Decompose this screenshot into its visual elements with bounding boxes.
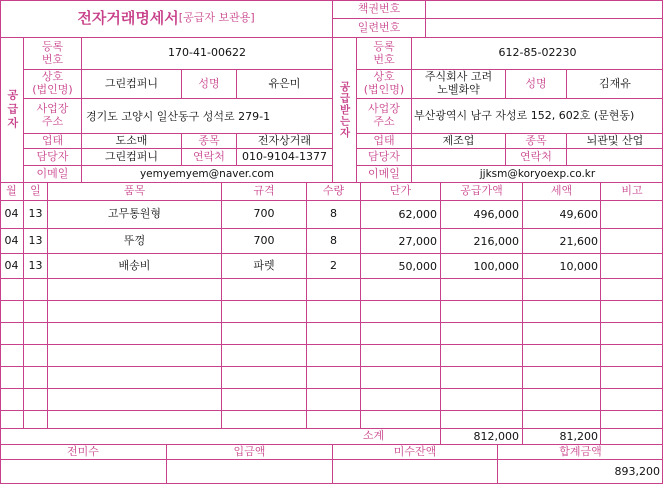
table-cell: 216,000 <box>473 234 519 248</box>
supplier-reg-label: 등록 번호 <box>41 39 64 66</box>
supplier-side-label: 공급자 <box>5 88 19 131</box>
table-cell: 10,000 <box>559 259 598 273</box>
title-sub: [공급자 보관용] <box>178 11 255 25</box>
table-rule <box>0 300 663 301</box>
table-cell: 49,600 <box>559 208 598 221</box>
table-rule <box>0 322 663 323</box>
serial-no-label: 일련번호 <box>357 20 401 34</box>
supplier-name-label: 성명 <box>198 76 220 90</box>
table-cell <box>601 201 663 228</box>
table-cell: 8 <box>330 233 337 247</box>
book-no-label: 책권번호 <box>357 1 401 15</box>
col-qty: 수량 <box>322 183 345 197</box>
table-cell: 13 <box>28 258 43 272</box>
col-item: 품목 <box>123 183 146 197</box>
table-rule <box>0 344 663 345</box>
table-cell: 고무통원형 <box>107 207 162 221</box>
receiver-company: 주식회사 고려 노벨화약 <box>424 70 493 96</box>
subtotal-label: 소계 <box>307 429 440 444</box>
table-cell: 13 <box>28 207 43 221</box>
balance-label: 미수잔액 <box>393 444 437 458</box>
balance-value <box>333 460 494 483</box>
receiver-side-label: 공급받는자 <box>338 80 351 139</box>
table-rule <box>0 278 663 279</box>
table-cell: 04 <box>4 233 19 247</box>
table-cell: 21,600 <box>559 234 598 248</box>
table-cell: 8 <box>330 207 337 221</box>
receiver-email: jjksm@koryoexp.co.kr <box>479 167 596 180</box>
supplier-company-label: 상호 (법인명) <box>32 70 73 96</box>
receiver-biz-type: 제조업 <box>442 133 475 147</box>
supplier-address-label: 사업장 주소 <box>36 102 69 128</box>
table-cell: 27,000 <box>398 234 437 248</box>
supplier-contact: 010-9104-1377 <box>242 149 327 163</box>
table-rule <box>0 366 663 367</box>
col-unit-price: 단가 <box>389 183 412 197</box>
table-cell: 뚜껑 <box>123 233 146 247</box>
table-cell: 04 <box>4 207 19 221</box>
total-value: 893,200 <box>614 465 660 478</box>
supplier-company: 그린컴퍼니 <box>104 76 159 90</box>
supplier-manager-label: 담당자 <box>36 149 69 163</box>
received-value <box>167 460 329 483</box>
col-day: 일 <box>30 183 41 197</box>
col-tax: 세액 <box>550 183 573 197</box>
receiver-address-label: 사업장 주소 <box>368 102 400 128</box>
supplier-email: yemyemyem@naver.com <box>139 167 275 180</box>
unpaid-value <box>0 460 163 483</box>
supplier-contact-label: 연락처 <box>193 149 225 163</box>
table-cell: 파렛 <box>253 258 275 272</box>
col-supply-amount: 공급가액 <box>460 183 503 197</box>
receiver-name: 김재유 <box>599 76 631 90</box>
table-cell: 04 <box>4 258 19 272</box>
subtotal-tax: 81,200 <box>559 430 598 443</box>
table-cell: 496,000 <box>473 208 519 221</box>
table-cell: 50,000 <box>398 259 437 273</box>
supplier-address: 경기도 고양시 일산동구 성석로 279-1 <box>86 110 271 123</box>
receiver-contact-label: 연락처 <box>520 149 552 163</box>
table-cell <box>601 229 663 253</box>
supplier-item: 전자상거래 <box>257 133 312 147</box>
subtotal-supply: 812,000 <box>473 430 519 443</box>
receiver-name-label: 성명 <box>525 76 547 90</box>
title-text: 전자거래명세서 <box>77 8 179 27</box>
col-spec: 규격 <box>253 183 275 197</box>
table-rule <box>0 388 663 389</box>
receiver-email-label: 이메일 <box>368 166 400 180</box>
table-cell: 2 <box>330 258 337 272</box>
table-rule <box>0 410 663 411</box>
col-note: 비고 <box>621 183 643 197</box>
table-cell: 배송비 <box>118 258 151 272</box>
receiver-company-label: 상호 (법인명) <box>363 70 405 96</box>
table-cell: 13 <box>28 233 43 247</box>
received-label: 입금액 <box>233 444 266 458</box>
table-cell <box>601 254 663 278</box>
table-cell: 700 <box>253 207 275 221</box>
col-month: 월 <box>6 183 17 197</box>
unpaid-label: 전미수 <box>67 444 99 458</box>
receiver-contact <box>567 149 663 165</box>
receiver-biz-type-label: 업태 <box>373 133 395 147</box>
supplier-biz-type-label: 업태 <box>41 133 64 147</box>
supplier-name: 유은미 <box>268 76 301 90</box>
receiver-reg-no: 612-85-02230 <box>498 46 577 60</box>
supplier-biz-type: 도소매 <box>115 133 148 147</box>
supplier-item-label: 종목 <box>198 133 220 147</box>
table-cell: 700 <box>253 233 275 247</box>
table-cell: 62,000 <box>398 208 437 221</box>
table-cell: 100,000 <box>473 259 519 273</box>
supplier-manager: 그린컴퍼니 <box>104 149 159 163</box>
supplier-email-label: 이메일 <box>36 166 69 180</box>
receiver-address: 부산광역시 남구 자성로 152, 602호 (문현동) <box>414 109 635 123</box>
receiver-manager-label: 담당자 <box>368 149 400 163</box>
total-label: 합계금액 <box>559 444 602 458</box>
page-title <box>0 0 332 37</box>
supplier-reg-no: 170-41-00622 <box>168 46 246 60</box>
receiver-item-label: 종목 <box>525 133 547 147</box>
receiver-item: 뇌관및 산업 <box>586 133 644 147</box>
receiver-reg-label: 등록 번호 <box>373 39 395 66</box>
receiver-manager <box>412 149 505 165</box>
